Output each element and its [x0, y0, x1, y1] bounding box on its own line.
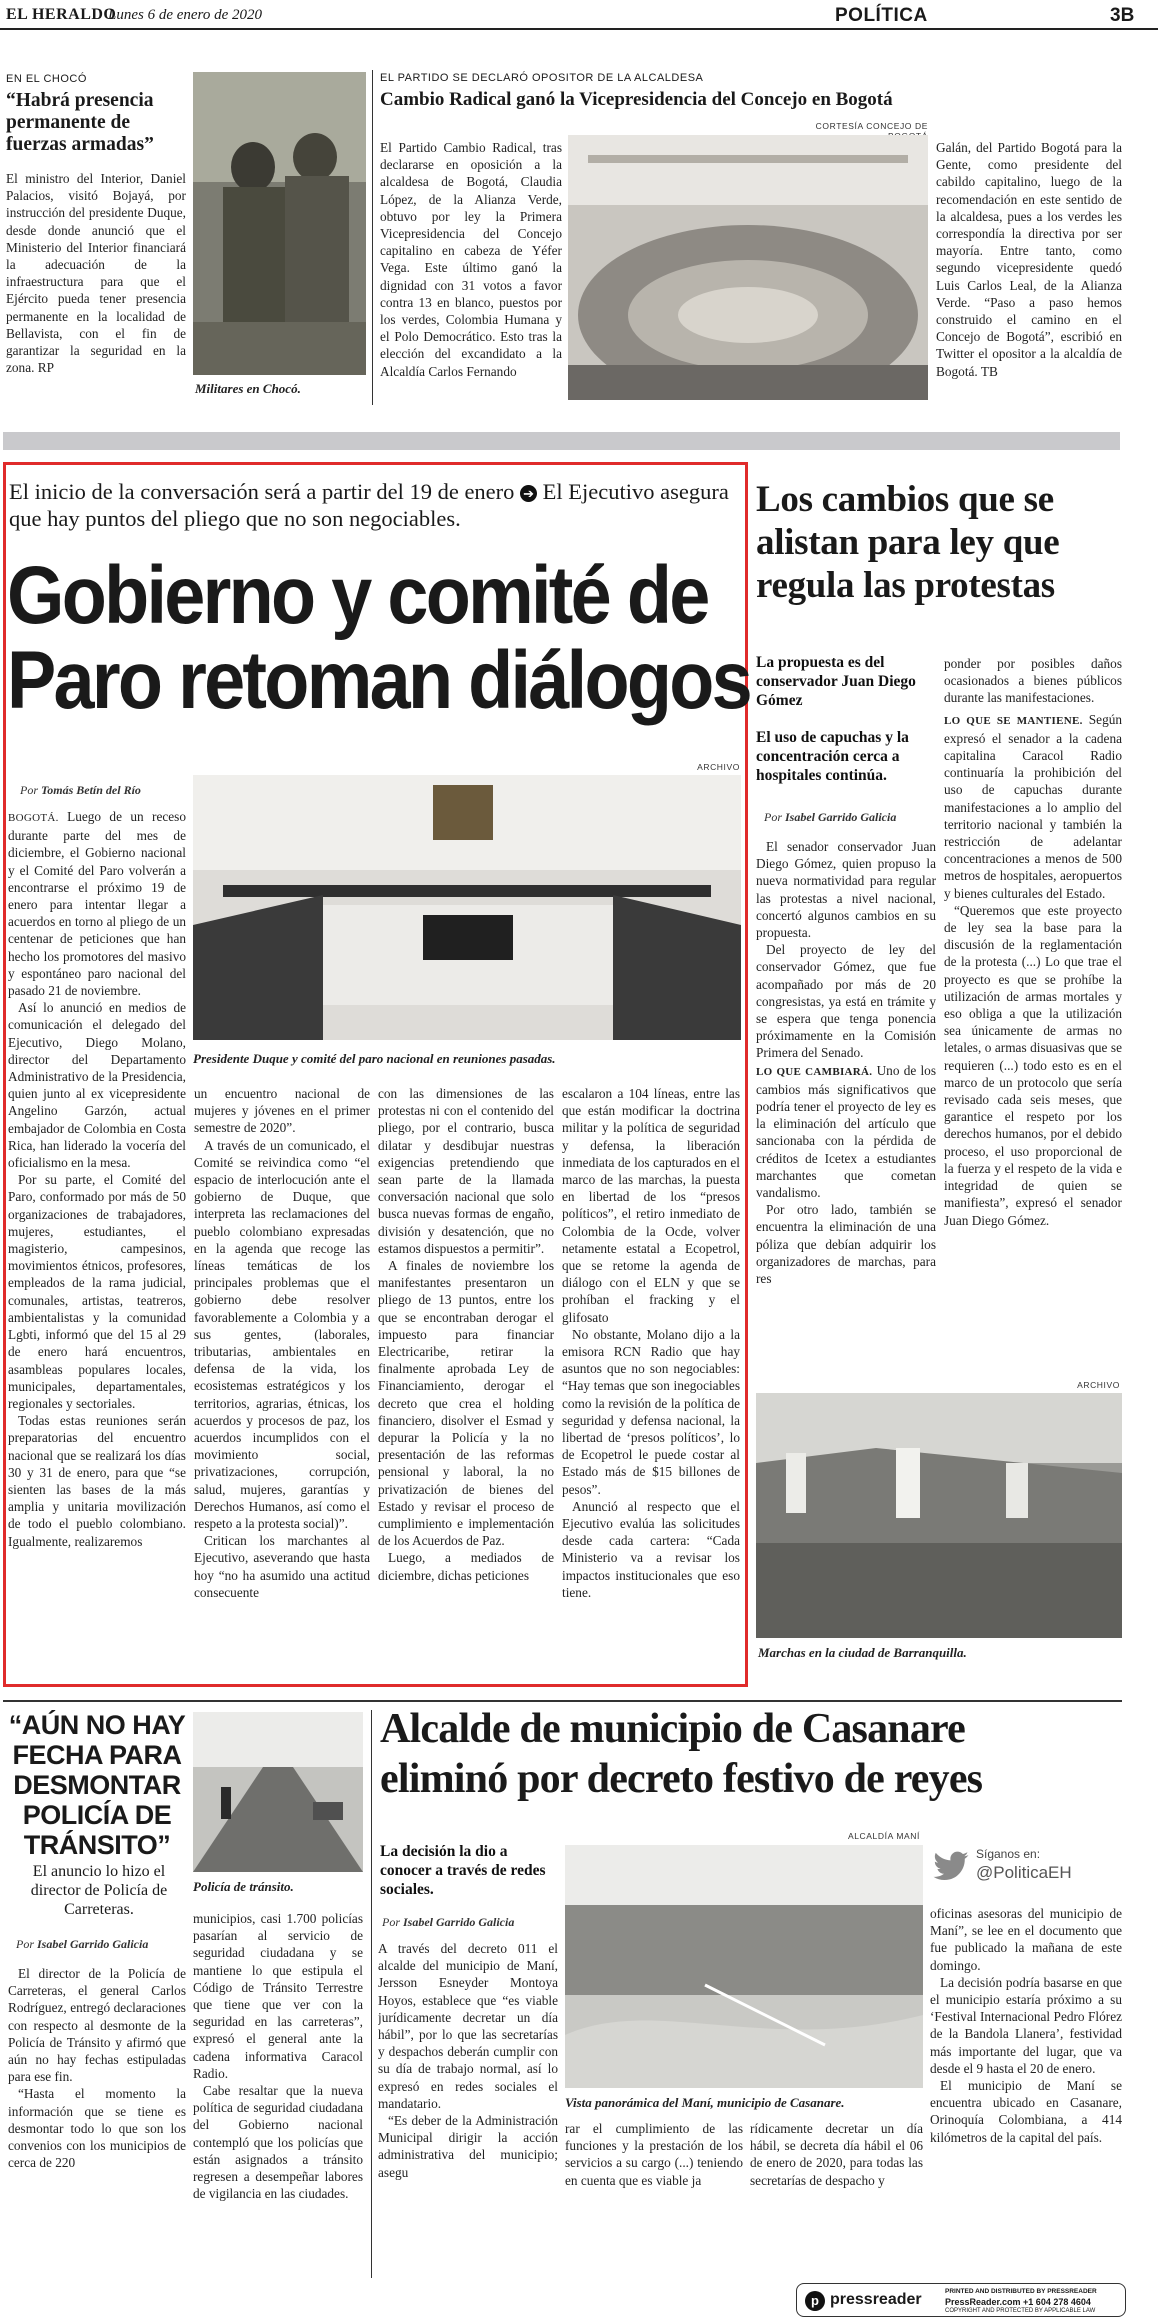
pressreader-logo-icon: p: [805, 2291, 825, 2311]
main-caption: Presidente Duque y comité del paro nacional en reuniones pasadas.: [193, 1051, 556, 1066]
casanare-paragraph: A través del decreto 011 el alcalde del municipio de Maní, Jersson Esneyder Montoya Hoyos, establece que “es viable jurídicamente decretar un día hábil”, por lo que las secretarías y despachos deberán cumplir con su día de trabajo normal, así lo expresó en redes sociales el mandatario.: [378, 1941, 558, 2111]
summary-part-1: El inicio de la conversación será a partir del 19 de enero: [9, 479, 515, 504]
concejo-photo: [568, 135, 928, 400]
casanare-paragraph: rídicamente decretar un día hábil, se decreta día hábil el 06 de enero de 2020, para todas las secretarías de despacho y: [750, 2121, 923, 2188]
soldiers-illustration: [193, 72, 366, 375]
transit-caption: Policía de tránsito.: [193, 1879, 294, 1894]
main-paragraph: Luego, a mediados de diciembre, dichas peticiones: [378, 1550, 554, 1583]
protest-paragraph: Por otro lado, también se encuentra la eliminación de una póliza que debían adquirir los organizadores de marchas, para res: [756, 1202, 936, 1287]
protest-caption: Marchas en la ciudad de Barranquilla.: [758, 1645, 967, 1660]
page-header: [0, 0, 1158, 30]
soldiers-photo: [193, 72, 366, 375]
transit-column-1: [8, 1965, 186, 2273]
protest-paragraph: [756, 1062, 936, 1202]
transit-byline: [16, 1937, 148, 1952]
main-paragraph: No obstante, Molano dijo a la emisora RCN Radio que hay asuntos que no son negociables: “Hay temas que son inegociables como la revisión de la política de seguridad y defensa nacional, la libertad de ‘presos políticos’, lo de Ecopetrol le puede costar al Estado más de $15 billones de pesos”.: [562, 1326, 740, 1497]
concejo-paragraph: El Partido Cambio Radical, tras declararse en oposición a la alcaldesa de Bogotá, Claudia López, de la Alianza Verde, obtuvo por ley la Primera Vicepresidencia del Concejo capitalino en cabeza de Yéfer Vega. Este último ganó la dignidad con 31 votos a favor contra 13 en blanco, puestos por los verdes, Colombia Humana y el Polo Democrático. Esto tras la elección del excandidato a la Alcaldía Carlos Fernando: [380, 140, 562, 379]
pressreader-brand: pressreader: [830, 2291, 922, 2308]
byline-prefix: Por: [382, 1915, 400, 1929]
main-headline-line1: Gobierno y comité de: [7, 550, 708, 641]
protest-byline: [764, 810, 896, 825]
page-number: 3B: [1110, 5, 1135, 26]
council-chamber-illustration: [568, 135, 928, 400]
main-paragraph: Así lo anunció en medios de comunicación el delegado del Ejecutivo, Diego Molano, director del Departamento Administrativo de la Presidencia, quien junto al ex vicepresidente Angelino Garzón, actual embajador de Colombia en Costa Rica, han liderado la vocería del oficialismo en la mesa.: [8, 1000, 186, 1171]
main-paragraph: Anunció al respecto que el Ejecutivo evalúa las solicitudes desde cada cartera: “Cada Ministerio va a revisar los impactos institucionales que eso tiene.: [562, 1498, 740, 1600]
main-byline: [20, 783, 141, 798]
meeting-illustration: [193, 775, 741, 1040]
section-name: POLÍTICA: [835, 5, 928, 26]
concejo-body-right: [936, 139, 1122, 401]
casanare-paragraph: oficinas asesoras del municipio de Maní”, se lee en el documento que fue publicado la mañana de este domingo.: [930, 1906, 1122, 1973]
twitter-bird-icon: [932, 1851, 970, 1883]
section-band: [3, 432, 1120, 450]
footer-line-3: COPYRIGHT AND PROTECTED BY APPLICABLE LAW: [945, 2308, 1096, 2314]
main-paragraph: [8, 808, 186, 999]
main-paragraph: A través de un comunicado, el Comité se reivindica como “el espacio de interlocución ante el gobierno de Duque, que interpreta las reclamaciones del pueblo colombiano expresadas en la agenda que recoge las líneas temáticas de los principales problemas que el gobierno debe resolver favorablemente a Colombia y a sus gentes, (laborales, tributarias, ambientales en defensa de la vida, los ecosistemas estratégicos y los territorios, agrarias, étnicas, los acuerdos y procesos de paz, los acuerdos incumplidos con el movimiento social, privatizaciones, corrupción, salud, mujeres, garantías y Derechos Humanos, así como el respeto a la protesta social)”.: [194, 1137, 370, 1532]
main-paragraph: un encuentro nacional de mujeres y jóvenes en el primer semestre de 2020”.: [194, 1086, 370, 1136]
protest-column-2: [944, 655, 1122, 1377]
concejo-kicker: EL PARTIDO SE DECLARÓ OPOSITOR DE LA ALCALDESA: [380, 72, 704, 84]
casanare-credit: ALCALDÍA MANÍ: [847, 1831, 920, 1841]
subhead: LO QUE CAMBIARÁ.: [756, 1065, 873, 1078]
concejo-body-left: [380, 139, 562, 401]
casanare-title-line1: Alcalde de municipio de Casanare: [380, 1706, 965, 1752]
byline-prefix: Por: [764, 810, 782, 824]
protest-text: Según expresó el senador a la cadena capitalina Caracol Radio continuaría la prohibición del uso de capuchas durante manifestaciones a lo amplio del territorio nacional y también la restricción de adelantar concentraciones a menos de 500 metros de hospitales, aeropuertos y bienes culturales del Estado.: [944, 711, 1122, 901]
protest-paragraph: Del proyecto de ley del conservador Gómez, que fue acompañado por más de 20 congresistas, ya está en trámite y se espera que tenga ponencia próximamente en la Comisión Primera del Senado.: [756, 942, 936, 1061]
main-column-3: [378, 1085, 554, 1680]
main-column-1: [8, 808, 186, 1678]
transit-paragraph: “Hasta el momento la información que se tiene es desmontar todo lo que son los convenios con los municipios de cerca de 220: [8, 2086, 186, 2171]
casanare-column-2: [565, 2120, 743, 2278]
twitter-promo: [932, 1845, 1122, 1890]
column-divider: [371, 1710, 372, 2278]
casanare-paragraph: La decisión podría basarse en que el municipio estaría próximo a su ‘Festival Internacional Pedro Flórez de la Bandola Llanera’, festividad más importante del lugar, que va desde el 9 hasta el 20 de enero.: [930, 1974, 1122, 2076]
casanare-paragraph: El municipio de Maní se encuentra ubicado en Casanare, Orinoquía Colombiana, a 414 kilómetros de la capital del país.: [930, 2078, 1122, 2145]
casanare-title-line2: eliminó por decreto festivo de reyes: [380, 1756, 983, 1802]
main-text: Luego de un receso durante parte del mes de diciembre, el Gobierno nacional y el Comité del Paro volverán a encontrarse el próximo 19 de enero para intentar llegar a acuerdos en torno al pliego de un centenar de peticiones que han hecho los promotores del masivo y espontáneo paro nacional del pasado 21 de noviembre.: [8, 809, 186, 999]
transit-paragraph: Cabe resaltar que la nueva política de seguridad ciudadana del Gobierno nacional contempló que los policías que están asignados a tránsito regresen a desempeñar labores de vigilancia en las ciudades.: [193, 2083, 363, 2202]
brief-body: [6, 170, 186, 397]
concejo-title: Cambio Radical ganó la Vicepresidencia del Concejo en Bogotá: [380, 89, 893, 110]
protest-credit: ARCHIVO: [1077, 1380, 1120, 1390]
main-paragraph: escalaron a 104 líneas, entre las que están modificar la doctrina militar y la política de seguridad y defensa, la liberación inmediata de los capturados en el marco de las marchas, la puesta en libertad de los “presos políticos”, el retiro inmediato de Colombia de la Ocde, volver netamente estatal a Ecopetrol, que se retome la agenda de diálogo con el ELN y que se prohíban el fracking y el glifosato: [562, 1086, 740, 1325]
twitter-label: Síganos en:: [976, 1847, 1041, 1861]
main-paragraph: con las dimensiones de las protestas ni con el contenido del pliego, por el contrario, busca dilatar y desdibujar nuestras exigencias pretendiendo que sean parte de la llamada conversación nacional que solo busca nuevas formas de engaño, división y desatención, que no estamos dispuestos a permitir”.: [378, 1086, 554, 1256]
brief-title: “Habrá presencia permanente de fuerzas armadas”: [6, 90, 154, 155]
footer-line-1: PRINTED AND DISTRIBUTED BY PRESSREADER: [945, 2288, 1097, 2295]
transit-title: “AÚN NO HAY FECHA PARA DESMONTAR POLICÍA DE TRÁNSITO”: [8, 1710, 186, 1860]
arrow-right-icon: ➔: [520, 485, 537, 502]
footer-line-2: PressReader.com +1 604 278 4604: [945, 2297, 1091, 2307]
twitter-handle[interactable]: @PoliticaEH: [976, 1863, 1072, 1882]
main-paragraph: Critican los marchantes al Ejecutivo, aseverando que hasta hoy “no ha asumido una actitud consecuente: [194, 1533, 370, 1600]
protest-title: Los cambios que se alistan para ley que regula las protestas: [756, 479, 1060, 606]
byline-author: Isabel Garrido Galicia: [403, 1915, 515, 1929]
byline-prefix: Por: [16, 1937, 34, 1951]
road-illustration: [193, 1712, 363, 1872]
traffic-police-photo: [193, 1712, 363, 1872]
concejo-credit: CORTESÍA CONCEJO DE: [815, 121, 928, 131]
casanare-byline: [382, 1915, 514, 1930]
casanare-column-3: [750, 2120, 923, 2278]
casanare-column-1: [378, 1940, 558, 2278]
transit-paragraph: municipios, casi 1.700 policías pasarían al servicio de seguridad ciudadana y se mantiene lo que estipula el Código de Tránsito Terrestre que tiene que ver con la seguridad en las carreteras”, expresó el general ante la cadena informativa Caracol Radio.: [193, 1911, 363, 2081]
header-date: Lunes 6 de enero de 2020: [108, 7, 262, 23]
pressreader-badge[interactable]: [796, 2283, 1126, 2317]
main-paragraph: A finales de noviembre los manifestantes presentaron un pliego de 13 puntos, entre los que se encontraban derogar el impuesto para financiar Electricaribe, retirar la finalmente aprobada Ley de Financiamiento, derogar el decreto que crea el holding financiero, disolver el Esmad y depurar la Policía y la no presentación de las reformas pensional y laboral, la no privatización de bienes del Estado y revisar el proceso de cumplimiento e implementación de los Acuerdos de Paz.: [378, 1258, 554, 1549]
brief-paragraph: El ministro del Interior, Daniel Palacios, visitó Bojayá, por instrucción del presidente Duque, desde donde anunció que el Ministerio del Interior financiará la adecuación de la infraestructura para que el Ejército pueda tener presencia permanente en la localidad de Bellavista, con el fin de garantizar la seguridad en la zona. RP: [6, 171, 186, 376]
protest-paragraph: [944, 711, 1122, 902]
march-illustration: [756, 1393, 1122, 1638]
protest-column-1: [756, 838, 936, 1378]
paper-name: EL HERALDO: [6, 6, 117, 23]
transit-paragraph: El director de la Policía de Carreteras, el general Carlos Rodríguez, entregó declaraciones con respecto al desmonte de la Policía de Tránsito y afirmó que aún no hay fechas estipuladas para ese fin.: [8, 1966, 186, 2085]
transit-deck: El anuncio lo hizo el director de Policía de Carreteras.: [30, 1863, 168, 1918]
section-divider: [3, 1700, 1122, 1702]
main-summary: [9, 478, 744, 532]
brief-caption: Militares en Chocó.: [195, 381, 301, 396]
summary-part-2: El Ejecutivo asegura que hay puntos del pliego que no son negociables.: [9, 479, 729, 531]
column-divider: [372, 70, 373, 405]
subhead: LO QUE SE MANTIENE.: [944, 714, 1083, 727]
casanare-deck: La decisión la dio a conocer a través de redes sociales.: [380, 1843, 546, 1898]
protest-deck-1: La propuesta es del conservador Juan Diego Gómez: [756, 654, 916, 709]
byline-author: Isabel Garrido Galicia: [785, 810, 897, 824]
byline-prefix: Por: [20, 783, 38, 797]
casanare-column-4: [930, 1905, 1122, 2278]
casanare-caption: Vista panorámica del Maní, municipio de Casanare.: [565, 2095, 845, 2110]
protest-paragraph: ponder por posibles daños ocasionados a bienes públicos durante las manifestaciones.: [944, 656, 1122, 706]
protest-text: Uno de los cambios más significativos que podría tener el proyecto de ley es la eliminación del artículo que sancionaba con la pérdida de créditos de Icetex a estudiantes marchantes que cometan vandalismo.: [756, 1062, 936, 1201]
byline-author: Tomás Betín del Río: [41, 783, 141, 797]
casanare-paragraph: rar el cumplimiento de las funciones y la prestación de los servicios a su cargo (...) teniendo en cuenta que es viable ja: [565, 2121, 743, 2188]
main-column-4: [562, 1085, 740, 1680]
protest-deck-2: El uso de capuchas y la concentración cerca a hospitales continúa.: [756, 729, 909, 784]
aerial-illustration: [565, 1845, 923, 2088]
concejo-paragraph: Galán, del Partido Bogotá para la Gente, como presidente del cabildo capitalino, luego de la recomendación en este sentido de la alcaldesa, pues a los verdes les correspondía la directiva por ser mayoría. Entre tanto, como segundo vicepresidente quedó Luis Carlos Leal, de la Alianza Verde. “Paso a paso hemos construido el camino en el Concejo de Bogotá”, escribió en Twitter el opositor a la alcaldía de Bogotá. TB: [936, 140, 1122, 379]
meeting-photo: [193, 775, 741, 1040]
main-paragraph: Todas estas reuniones serán preparatorias del encuentro nacional que se realizará los días 30 y 31 de enero, para que “se sienten las bases de la más amplia y unitaria movilización de todo el pueblo colombiano. Igualmente, realizaremos: [8, 1413, 186, 1549]
byline-author: Isabel Garrido Galicia: [37, 1937, 149, 1951]
casanare-paragraph: “Es deber de la Administración Municipal dirigir la acción administrativa del municipio; asegu: [378, 2113, 558, 2180]
main-headline-line2: Paro retoman diálogos: [7, 635, 750, 726]
mani-aerial-photo: [565, 1845, 923, 2088]
march-photo: [756, 1393, 1122, 1638]
main-paragraph: Por su parte, el Comité del Paro, conformado por más de 50 organizaciones de trabajadores, mujeres, estudiantes, el magisterio, campesinos, movimientos étnicos, profesores, empleados de la rama judicial, comunales, artistas, teatreros, ambientalistas y la comunidad Lgbti, informó que del 15 al 29 de enero hará encuentros, asambleas populares locales, municipales, departamentales, regionales y sectoriales.: [8, 1172, 186, 1411]
protest-paragraph: “Queremos que este proyecto de ley sea la base para la discusión de la reglamentación de la protesta (...) Lo que trae el proyecto es que se prohíbe la utilización de armas mortales y eso obliga a que la utilización sea únicamente de armas no letales, o armas disuasivas que se requieren (...) todo esto es en el marco de un protocolo que sería revisado cada seis meses, que garantice el respeto por los derechos humanos, por el debido proceso, el uso proporcional de la fuerza y el respeto de la vida e integridad de quien se manifiesta”, expresó el senador Juan Diego Gómez.: [944, 902, 1122, 1228]
brief-kicker: EN EL CHOCÓ: [6, 73, 87, 85]
main-column-2: [194, 1085, 370, 1680]
transit-column-2: [193, 1910, 363, 2278]
dateline: BOGOTÁ.: [8, 812, 59, 824]
main-credit: ARCHIVO: [697, 762, 740, 772]
protest-paragraph: El senador conservador Juan Diego Gómez, quien propuso la nueva normatividad para regular las protestas a nivel nacional, concertó algunos cambios en su propuesta.: [756, 839, 936, 941]
